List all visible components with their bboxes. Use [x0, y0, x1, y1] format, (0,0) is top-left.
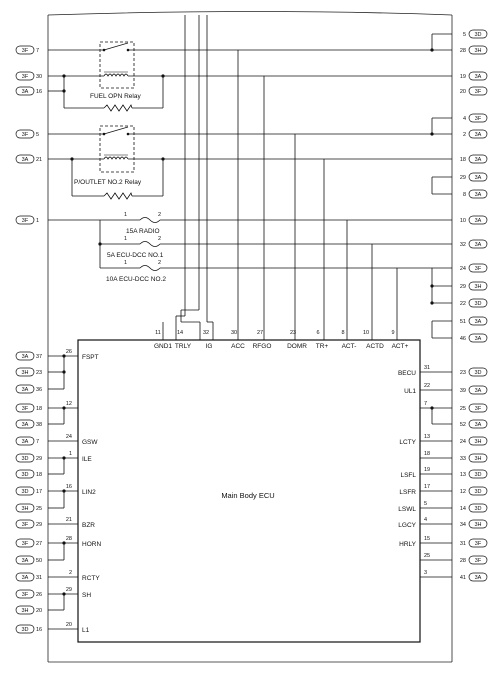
left-terminal-pin: 1 — [36, 218, 40, 224]
left-terminal-pin: 20 — [36, 608, 43, 614]
fuse-label: 5A ECU-DCC NO.1 — [107, 252, 164, 259]
right-terminal-pin: 28 — [459, 558, 466, 564]
ecu-left-pin-label: ILE — [82, 456, 92, 463]
right-terminal-pin: 4 — [462, 116, 466, 122]
connector-id: 3D — [21, 627, 29, 633]
connector-id: 3A — [474, 157, 482, 163]
right-terminal-pin: 46 — [459, 336, 466, 342]
connector-tag — [469, 504, 487, 512]
connector-tag — [16, 352, 34, 360]
right-terminal-pin: 24 — [459, 266, 466, 272]
ecu-left-pin-label: FSPT — [82, 354, 99, 361]
connector-id: 3A — [474, 132, 482, 138]
junction-dot — [62, 406, 65, 409]
ecu-left-pin-number: 16 — [65, 484, 72, 490]
connector-id: 3H — [474, 439, 482, 445]
right-terminal-pin: 24 — [459, 439, 466, 445]
ecu-left-pin-number: 21 — [65, 517, 72, 523]
junction-dot — [430, 284, 433, 287]
connector-id: 3H — [21, 370, 29, 376]
left-terminal-pin: 36 — [36, 387, 43, 393]
connector-tag — [469, 386, 487, 394]
connector-tag — [469, 299, 487, 307]
connector-tag — [16, 72, 34, 80]
left-terminal-pin: 37 — [36, 354, 43, 360]
ecu-top-pin-number: 10 — [362, 330, 370, 336]
ecu-top-pin-number: 9 — [391, 330, 395, 336]
ecu-top-pin-number: 23 — [289, 330, 297, 336]
connector-id: 3A — [21, 422, 29, 428]
ecu-top-pin-number: 6 — [316, 330, 320, 336]
junction-dot — [161, 157, 164, 160]
ecu-top-pin-label: TR+ — [315, 343, 329, 350]
connector-tag — [469, 264, 487, 272]
connector-id: 3F — [21, 48, 29, 54]
fuse-pin-1: 1 — [124, 236, 128, 242]
junction-dot — [430, 48, 433, 51]
connector-id: 3A — [21, 354, 29, 360]
junction-dot — [62, 370, 65, 373]
ecu-top-pin-label: ACC — [231, 343, 245, 350]
left-terminal-pin: 16 — [36, 89, 43, 95]
connector-id: 3A — [474, 319, 482, 325]
left-terminal-pin: 17 — [36, 489, 43, 495]
connector-tag — [16, 385, 34, 393]
connector-tag — [16, 470, 34, 478]
connector-id: 3F — [21, 592, 29, 598]
ecu-right-pin-number: 7 — [424, 401, 428, 407]
fuse-pin-1: 1 — [124, 212, 128, 218]
right-terminal-pin: 2 — [462, 132, 466, 138]
ecu-right-pin-number: 18 — [424, 451, 431, 457]
connector-id: 3F — [474, 406, 482, 412]
right-terminal-pin: 29 — [459, 175, 466, 181]
ecu-right-pin-number: 5 — [424, 501, 428, 507]
left-terminal-pin: 50 — [36, 558, 43, 564]
left-terminal-pin: 18 — [36, 406, 43, 412]
ecu-right-pin-label: HRLY — [399, 541, 416, 548]
ecu-top-pin-label: GND1 — [153, 343, 173, 350]
connector-tag — [469, 30, 487, 38]
left-terminal-pin: 7 — [36, 439, 40, 445]
ecu-left-pin-number: 28 — [65, 536, 72, 542]
ecu-right-pins — [398, 365, 430, 576]
connector-tag — [16, 420, 34, 428]
connector-id: 3D — [474, 506, 482, 512]
connector-tag — [469, 437, 487, 445]
connector-tag — [469, 520, 487, 528]
left-terminal-pin: 21 — [36, 157, 43, 163]
ecu-right-pin-number: 31 — [424, 365, 431, 371]
connector-tag — [469, 216, 487, 224]
ecu-top-pin-label: ACT- — [341, 343, 357, 350]
right-terminal-pin: 22 — [459, 301, 466, 307]
connector-id: 3D — [474, 370, 482, 376]
connector-id: 3A — [21, 89, 29, 95]
ecu-left-pin-number: 2 — [68, 570, 72, 576]
connector-id: 3F — [21, 132, 29, 138]
connector-tag — [16, 573, 34, 581]
connector-tag — [16, 590, 34, 598]
connector-tag — [16, 556, 34, 564]
fuse-pin-2: 2 — [158, 236, 162, 242]
connector-id: 3F — [474, 541, 482, 547]
connector-id: 3H — [21, 608, 29, 614]
connector-id: 3H — [21, 506, 29, 512]
ecu-right-pin-number: 15 — [424, 536, 431, 542]
connector-id: 3A — [474, 575, 482, 581]
connector-tag — [469, 556, 487, 564]
junction-dot — [62, 592, 65, 595]
connector-id: 3D — [21, 489, 29, 495]
junction-dot — [62, 89, 65, 92]
ecu-right-pin-number: 17 — [424, 484, 431, 490]
left-terminal-pin: 38 — [36, 422, 43, 428]
ecu-right-pin-number: 4 — [424, 517, 428, 523]
ecu-top-pin-label: TRLY — [174, 343, 192, 350]
connector-id: 3H — [474, 456, 482, 462]
right-terminal-pin: 8 — [462, 192, 466, 198]
connector-id: 3H — [474, 522, 482, 528]
ecu-top-pin-number: 8 — [341, 330, 345, 336]
connector-id: 3F — [21, 541, 29, 547]
main-body-ecu-label: Main Body ECU — [221, 491, 275, 500]
connector-tag — [469, 46, 487, 54]
ecu-left-pin-label: SH — [82, 592, 92, 599]
connector-tag — [469, 470, 487, 478]
ecu-left-pin-number: 26 — [65, 349, 72, 355]
connector-id: 3D — [474, 32, 482, 38]
right-terminal-pin: 28 — [459, 48, 466, 54]
ecu-left-pin-label: L1 — [82, 627, 90, 634]
fuse-label: 10A ECU-DCC NO.2 — [106, 276, 166, 283]
connector-id: 3A — [474, 192, 482, 198]
ecu-right-pin-number: 25 — [424, 553, 431, 559]
connector-id: 3A — [21, 387, 29, 393]
ecu-left-pin-label: GSW — [82, 439, 98, 446]
ecu-top-pin-number: 32 — [202, 330, 210, 336]
ecu-right-pin-number: 3 — [424, 570, 428, 576]
ecu-right-pin-label: LSFR — [399, 489, 416, 496]
connector-tag — [469, 539, 487, 547]
connector-id: 3A — [474, 388, 482, 394]
connector-tag — [469, 282, 487, 290]
connector-id: 3D — [474, 489, 482, 495]
fuse-pin-1: 1 — [124, 260, 128, 266]
ecu-left-pin-label: BZR — [82, 522, 95, 529]
connector-tag — [469, 87, 487, 95]
junction-dot — [62, 74, 65, 77]
right-terminal-pin: 52 — [459, 422, 466, 428]
connector-tag — [469, 334, 487, 342]
fuse-15a-radio — [124, 212, 161, 235]
connector-id: 3F — [474, 89, 482, 95]
connector-id: 3A — [21, 558, 29, 564]
junction-dot — [161, 74, 164, 77]
connector-id: 3F — [474, 266, 482, 272]
connector-tag — [16, 606, 34, 614]
connector-tag — [16, 504, 34, 512]
connector-tag — [16, 487, 34, 495]
connector-tag — [469, 368, 487, 376]
ecu-right-pin-label: LCTY — [399, 439, 416, 446]
connector-id: 3D — [474, 301, 482, 307]
junction-dots — [62, 48, 433, 595]
ecu-left-pins — [66, 349, 102, 634]
left-terminal-pin: 27 — [36, 541, 43, 547]
ecu-top-pin-number: 30 — [230, 330, 238, 336]
ecu-top-pin-number: 11 — [155, 330, 161, 336]
left-connectors — [16, 46, 42, 633]
fuse-pin-2: 2 — [158, 212, 162, 218]
ecu-left-pin-number: 24 — [65, 434, 72, 440]
connector-tag — [16, 404, 34, 412]
fuse-pin-2: 2 — [158, 260, 162, 266]
connector-id: 3A — [474, 218, 482, 224]
junction-dot — [62, 354, 65, 357]
connector-tag — [469, 454, 487, 462]
ecu-left-pin-number: 29 — [65, 587, 72, 593]
ecu-top-pin-number: 14 — [176, 330, 184, 336]
connector-tag — [16, 155, 34, 163]
ecu-right-pin-number: 22 — [424, 383, 431, 389]
connector-id: 3D — [21, 456, 29, 462]
right-terminal-pin: 33 — [459, 456, 466, 462]
left-terminal-pin: 26 — [36, 592, 43, 598]
right-terminal-pin: 19 — [459, 74, 466, 80]
right-terminal-pin: 39 — [459, 388, 466, 394]
ecu-top-pin-label: RFGO — [252, 343, 272, 350]
left-terminal-pin: 30 — [36, 74, 43, 80]
right-terminal-pin: 34 — [459, 522, 466, 528]
right-terminal-pin: 5 — [462, 32, 466, 38]
right-terminal-pin: 20 — [459, 89, 466, 95]
connector-tag — [16, 454, 34, 462]
junction-dot — [430, 132, 433, 135]
ecu-top-pin-label: ACTD — [366, 343, 384, 350]
connector-tag — [16, 87, 34, 95]
connector-tag — [469, 114, 487, 122]
fuse-label: 15A RADIO — [126, 228, 160, 235]
connector-id: 3F — [474, 116, 482, 122]
connector-tag — [16, 216, 34, 224]
right-terminal-pin: 29 — [459, 284, 466, 290]
fuel-opn-relay — [90, 42, 141, 111]
connector-id: 3A — [474, 336, 482, 342]
connector-id: 3A — [21, 157, 29, 163]
connector-id: 3F — [21, 74, 29, 80]
left-terminal-pin: 25 — [36, 506, 43, 512]
p-outlet-no2-relay-label: P/OUTLET NO.2 Relay — [74, 179, 142, 186]
ecu-right-pin-number: 19 — [424, 467, 431, 473]
right-terminal-pin: 41 — [459, 575, 466, 581]
ecu-right-pin-number: 13 — [424, 434, 431, 440]
connector-tag — [469, 420, 487, 428]
connector-tag — [16, 625, 34, 633]
left-terminal-pin: 7 — [36, 48, 40, 54]
connector-tag — [469, 155, 487, 163]
ecu-left-pin-label: LIN2 — [82, 489, 96, 496]
connector-id: 3H — [474, 284, 482, 290]
connector-tag — [469, 240, 487, 248]
connector-tag — [16, 46, 34, 54]
left-terminal-pin: 29 — [36, 522, 43, 528]
connector-tag — [16, 520, 34, 528]
connector-tag — [16, 368, 34, 376]
ecu-left-pin-number: 1 — [68, 451, 72, 457]
connector-id: 3F — [21, 406, 29, 412]
ecu-right-pin-label: BECU — [397, 370, 416, 377]
connector-id: 3H — [474, 48, 482, 54]
right-terminal-pin: 13 — [459, 472, 466, 478]
connector-id: 3F — [21, 218, 29, 224]
connector-id: 3A — [21, 575, 29, 581]
junction-dot — [430, 301, 433, 304]
connector-tag — [16, 539, 34, 547]
right-terminal-pin: 18 — [459, 157, 466, 163]
right-terminal-pin: 51 — [459, 319, 466, 325]
left-terminal-pin: 23 — [36, 370, 43, 376]
connector-id: 3D — [474, 472, 482, 478]
right-connectors — [460, 30, 487, 581]
connector-tag — [469, 404, 487, 412]
ecu-top-pin-number: 27 — [256, 330, 264, 336]
right-terminal-pin: 25 — [459, 406, 466, 412]
ecu-right-pin-label: LSFL — [400, 472, 416, 479]
right-terminal-pin: 14 — [459, 506, 466, 512]
connector-id: 3F — [474, 558, 482, 564]
p-outlet-no2-relay — [74, 126, 142, 199]
junction-dot — [62, 541, 65, 544]
connector-tag — [469, 72, 487, 80]
right-terminal-pin: 12 — [459, 489, 466, 495]
ecu-left-pin-number: 20 — [65, 622, 72, 628]
connector-tag — [16, 130, 34, 138]
ecu-top-pin-label: IG — [205, 343, 213, 350]
right-terminal-pin: 10 — [459, 218, 466, 224]
ecu-top-pin-label: ACT+ — [391, 343, 409, 350]
ecu-left-pin-label: RCTY — [82, 575, 100, 582]
right-terminal-pin: 32 — [459, 242, 466, 248]
ecu-left-pin-number: 12 — [65, 401, 72, 407]
ecu-right-pin-label: LSWL — [398, 506, 416, 513]
connector-tag — [469, 190, 487, 198]
ecu-right-pin-label: LGCY — [398, 522, 416, 529]
connector-tag — [16, 437, 34, 445]
junction-dot — [62, 489, 65, 492]
junction-dot — [70, 157, 73, 160]
left-terminal-pin: 31 — [36, 575, 43, 581]
left-terminal-pin: 5 — [36, 132, 40, 138]
connector-id: 3A — [474, 74, 482, 80]
connector-id: 3A — [474, 175, 482, 181]
connector-tag — [469, 130, 487, 138]
connector-id: 3A — [474, 422, 482, 428]
fuel-opn-relay-label: FUEL OPN Relay — [90, 93, 141, 100]
connector-id: 3A — [21, 439, 29, 445]
connector-id: 3A — [474, 242, 482, 248]
connector-id: 3D — [21, 472, 29, 478]
junction-dot — [430, 406, 433, 409]
fuse-5a-ecu-dcc-no1 — [107, 236, 164, 259]
connector-tag — [469, 173, 487, 181]
ecu-left-pin-label: HORN — [82, 541, 102, 548]
left-terminal-pin: 29 — [36, 456, 43, 462]
right-terminal-pin: 31 — [459, 541, 466, 547]
junction-dot — [98, 242, 101, 245]
ecu-top-pin-label: DOMR — [287, 343, 307, 350]
connector-tag — [469, 487, 487, 495]
ecu-right-pin-label: UL1 — [404, 388, 416, 395]
connector-id: 3F — [21, 522, 29, 528]
right-terminal-pin: 23 — [459, 370, 466, 376]
connector-tag — [469, 317, 487, 325]
left-terminal-pin: 16 — [36, 627, 43, 633]
diagram-frame — [48, 12, 452, 663]
junction-dot — [62, 456, 65, 459]
left-terminal-pin: 18 — [36, 472, 43, 478]
fuse-10a-ecu-dcc-no2 — [106, 260, 166, 283]
connector-tag — [469, 573, 487, 581]
